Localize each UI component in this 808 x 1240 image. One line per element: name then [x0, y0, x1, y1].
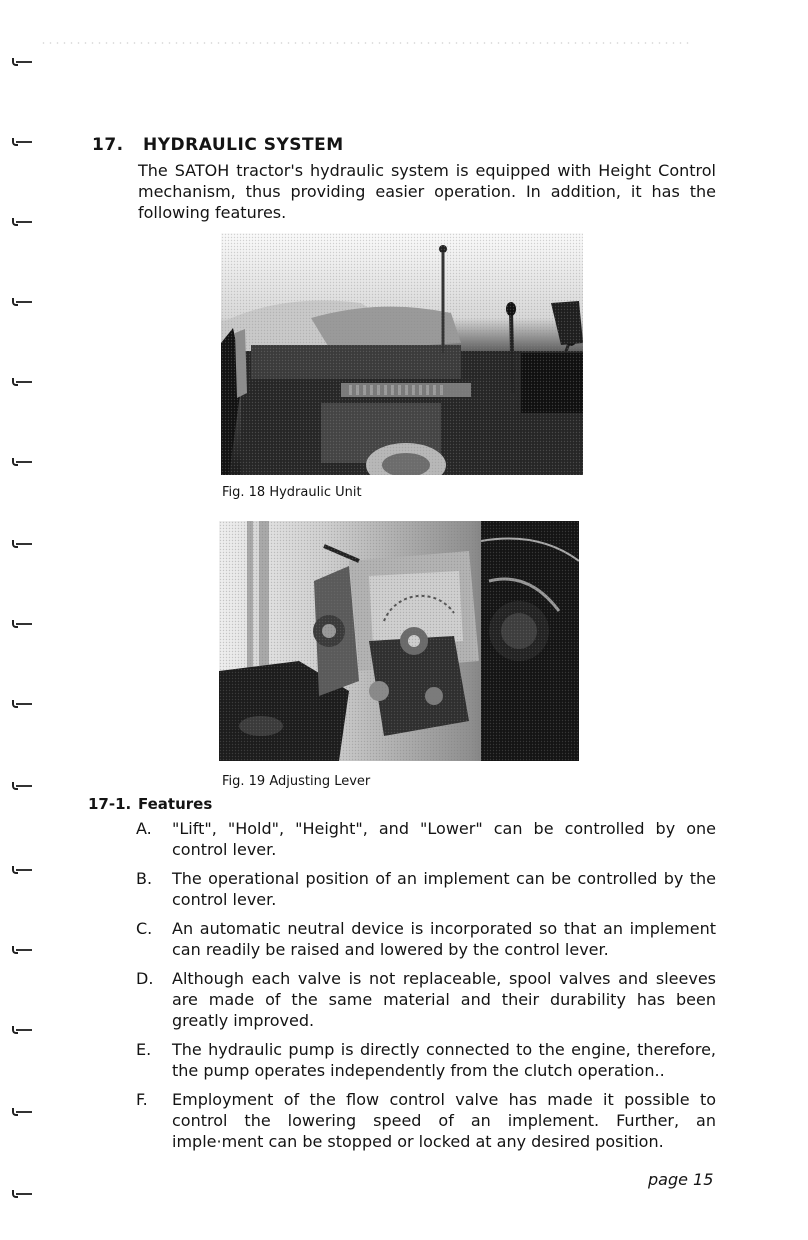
binding-mark-icon: [12, 1026, 34, 1032]
binding-mark-icon: [12, 58, 34, 64]
page-number: page 15: [648, 1170, 714, 1189]
hydraulic-unit-photo-icon: [221, 233, 583, 475]
item-text: Employment of the flow control valve has made it possible to control the lowering speed of an implement. Further, an imple·ment can be stopped or locked at any desired position.: [172, 1090, 716, 1151]
hydraulic-unit-photo: [221, 233, 583, 475]
binding-mark-icon: [12, 620, 34, 626]
list-item: [136, 1039, 716, 1081]
binding-mark-icon: [12, 138, 34, 144]
item-text: The hydraulic pump is directly connected to the engine, therefore, the pump operates independently from the clutch operation..: [172, 1040, 716, 1080]
binding-mark-icon: [12, 298, 34, 304]
section-heading: [92, 135, 344, 155]
item-letter: B.: [136, 869, 153, 888]
adjusting-lever-photo-icon: [219, 521, 579, 761]
binding-mark-icon: [12, 782, 34, 788]
item-letter: C.: [136, 919, 153, 938]
subsection-title: Features: [138, 795, 213, 813]
list-item: [136, 968, 716, 1031]
list-item: [136, 1089, 716, 1152]
binding-mark-icon: [12, 540, 34, 546]
binding-mark-icon: [12, 700, 34, 706]
item-text: The operational position of an implement can be controlled by the control lever.: [172, 869, 716, 909]
list-item: [136, 868, 716, 910]
figure-caption: Fig. 18 Hydraulic Unit: [222, 485, 362, 500]
binding-mark-icon: [12, 378, 34, 384]
section-intro: The SATOH tractor's hydraulic system is equipped with Height Control mechanism, thus providing easier operation. In addition, it has the following features.: [138, 161, 716, 222]
item-text: An automatic neutral device is incorporated so that an implement can readily be raised and lowered by the control lever.: [172, 919, 716, 959]
item-letter: D.: [136, 969, 154, 988]
item-letter: F.: [136, 1090, 148, 1109]
subsection-heading: [88, 795, 212, 813]
binding-mark-icon: [12, 1190, 34, 1196]
scan-artifact: [40, 42, 690, 44]
binding-mark-icon: [12, 946, 34, 952]
feature-list: [136, 818, 716, 1160]
binding-mark-icon: [12, 866, 34, 872]
binding-mark-icon: [12, 458, 34, 464]
list-item: [136, 918, 716, 960]
section-number: 17.: [92, 135, 124, 155]
section-title: HYDRAULIC SYSTEM: [143, 135, 344, 155]
item-letter: A.: [136, 819, 152, 838]
binding-mark-icon: [12, 1108, 34, 1114]
item-letter: E.: [136, 1040, 152, 1059]
item-text: Although each valve is not replaceable, spool valves and sleeves are made of the same material and their durability has been greatly improved.: [172, 969, 716, 1030]
item-text: "Lift", "Hold", "Height", and "Lower" can be controlled by one control lever.: [172, 819, 716, 859]
subsection-number: 17-1.: [88, 795, 132, 813]
figure-caption: Fig. 19 Adjusting Lever: [222, 774, 371, 789]
adjusting-lever-photo: [219, 521, 579, 761]
list-item: [136, 818, 716, 860]
binding-mark-icon: [12, 218, 34, 224]
